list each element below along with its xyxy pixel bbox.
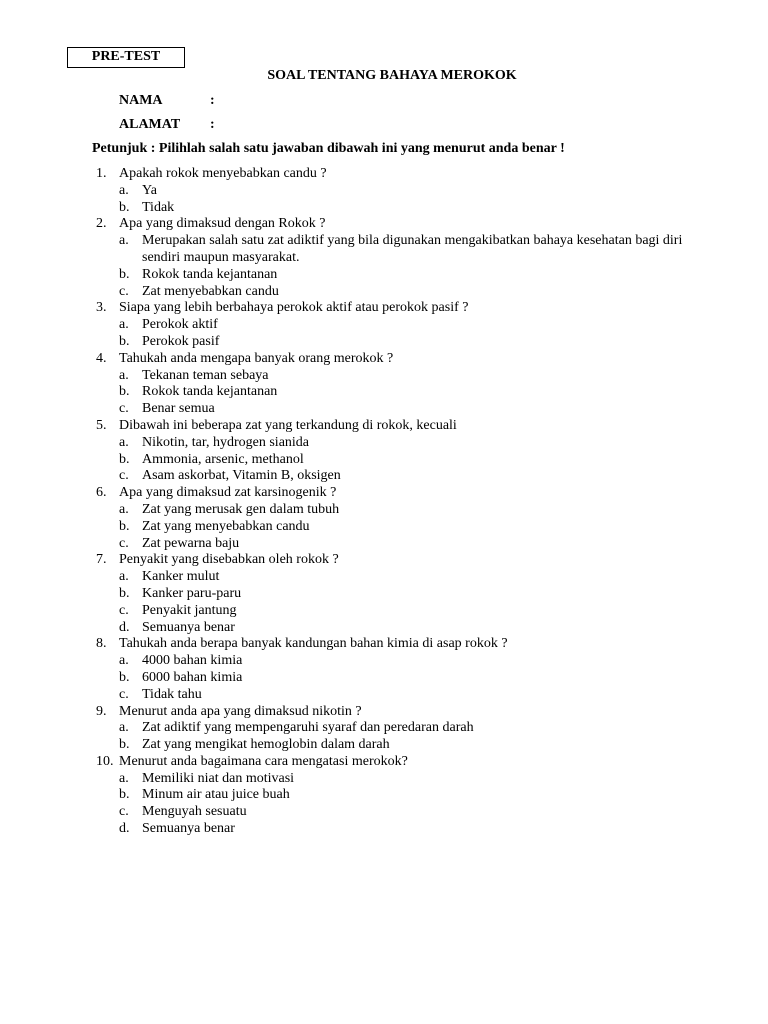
option-text: Zat yang menyebabkan candu xyxy=(142,518,310,534)
question-number: 1. xyxy=(96,166,107,181)
question-text: Tahukah anda berapa banyak kandungan bahan kimia di asap rokok ? xyxy=(119,636,508,652)
question-number: 4. xyxy=(96,350,107,366)
option-letter: d. xyxy=(119,821,130,837)
question-item xyxy=(96,704,706,721)
answer-option xyxy=(119,317,706,334)
option-letter: b. xyxy=(119,585,130,601)
option-text: Zat yang mengikat hemoglobin dalam darah xyxy=(142,737,390,753)
pre-test-badge: PRE-TEST xyxy=(67,47,185,68)
question-number: 7. xyxy=(96,552,107,568)
address-colon: : xyxy=(210,117,215,132)
question-number: 5. xyxy=(96,417,107,433)
option-letter: c. xyxy=(119,686,129,702)
option-text: Ya xyxy=(142,182,157,198)
question-text: Tahukah anda mengapa banyak orang merokok ? xyxy=(119,350,394,366)
option-text: Tidak xyxy=(142,199,175,215)
answer-option xyxy=(119,687,706,704)
question-text: Menurut anda bagaimana cara mengatasi merokok? xyxy=(119,753,408,769)
option-text: 6000 bahan kimia xyxy=(142,669,243,685)
option-letter: b. xyxy=(119,787,130,803)
question-text: Dibawah ini beberapa zat yang terkandung di rokok, kecuali xyxy=(119,417,457,433)
option-text: Menguyah sesuatu xyxy=(142,804,247,820)
option-text: Perokok aktif xyxy=(142,317,218,333)
option-letter: c. xyxy=(119,602,129,618)
question-number: 6. xyxy=(96,485,107,501)
option-letter: a. xyxy=(119,434,129,450)
question-item xyxy=(96,351,706,368)
question-item xyxy=(96,636,706,653)
answer-option xyxy=(119,821,706,838)
option-text: Penyakit jantung xyxy=(142,602,237,618)
name-colon: : xyxy=(210,93,215,108)
question-number: 9. xyxy=(96,703,107,719)
option-text: Kanker mulut xyxy=(142,569,220,585)
option-text: Minum air atau juice buah xyxy=(142,787,290,803)
answer-option xyxy=(119,233,706,267)
question-number: 10. xyxy=(96,753,114,769)
question-item xyxy=(96,166,706,183)
option-letter: a. xyxy=(119,182,129,198)
question-item xyxy=(96,485,706,502)
instruction: Petunjuk : Pilihlah salah satu jawaban dibawah ini yang menurut anda benar ! xyxy=(92,141,565,156)
option-letter: b. xyxy=(119,518,130,534)
option-letter: c. xyxy=(119,468,129,484)
option-text: Benar semua xyxy=(142,401,215,417)
option-text: Zat menyebabkan candu xyxy=(142,283,279,299)
address-field xyxy=(119,117,215,133)
question-item xyxy=(96,754,706,771)
answer-option xyxy=(119,787,706,804)
option-letter: a. xyxy=(119,317,129,333)
answer-option xyxy=(119,334,706,351)
option-text: Merupakan salah satu zat adiktif yang bila digunakan mengakibatkan bahaya kesehatan bagi diri sendiri maupun masyarakat. xyxy=(142,233,683,265)
option-letter: b. xyxy=(119,266,130,282)
name-field xyxy=(119,93,215,109)
answer-option xyxy=(119,536,706,553)
option-text: Perokok pasif xyxy=(142,333,220,349)
question-list xyxy=(96,166,706,838)
option-text: Zat yang merusak gen dalam tubuh xyxy=(142,501,340,517)
answer-option xyxy=(119,653,706,670)
answer-option xyxy=(119,284,706,301)
answer-option xyxy=(119,267,706,284)
option-letter: b. xyxy=(119,451,130,467)
option-letter: c. xyxy=(119,283,129,299)
option-text: Memiliki niat dan motivasi xyxy=(142,770,295,786)
question-number: 2. xyxy=(96,216,107,232)
option-letter: b. xyxy=(119,669,130,685)
answer-option xyxy=(119,804,706,821)
option-text: 4000 bahan kimia xyxy=(142,653,243,669)
answer-option xyxy=(119,452,706,469)
option-letter: a. xyxy=(119,720,129,736)
option-text: Ammonia, arsenic, methanol xyxy=(142,451,304,467)
answer-option xyxy=(119,771,706,788)
answer-option xyxy=(119,200,706,217)
answer-option xyxy=(119,384,706,401)
question-text: Penyakit yang disebabkan oleh rokok ? xyxy=(119,552,339,568)
option-letter: b. xyxy=(119,199,130,215)
question-text: Apakah rokok menyebabkan candu ? xyxy=(119,166,327,181)
answer-option xyxy=(119,586,706,603)
option-text: Semuanya benar xyxy=(142,619,235,635)
question-item xyxy=(96,300,706,317)
option-text: Rokok tanda kejantanan xyxy=(142,384,278,400)
option-letter: a. xyxy=(119,653,129,669)
option-text: Rokok tanda kejantanan xyxy=(142,266,278,282)
option-letter: d. xyxy=(119,619,130,635)
option-letter: b. xyxy=(119,737,130,753)
answer-option xyxy=(119,737,706,754)
option-letter: c. xyxy=(119,535,129,551)
answer-option xyxy=(119,183,706,200)
option-text: Tidak tahu xyxy=(142,686,202,702)
option-letter: a. xyxy=(119,501,129,517)
option-text: Tekanan teman sebaya xyxy=(142,367,269,383)
question-item xyxy=(96,418,706,435)
answer-option xyxy=(119,720,706,737)
answer-option xyxy=(119,569,706,586)
question-text: Menurut anda apa yang dimaksud nikotin ? xyxy=(119,703,362,719)
question-item xyxy=(96,216,706,233)
question-text: Apa yang dimaksud dengan Rokok ? xyxy=(119,216,326,232)
option-letter: b. xyxy=(119,333,130,349)
page-title: SOAL TENTANG BAHAYA MEROKOK xyxy=(267,68,517,83)
answer-option xyxy=(119,502,706,519)
option-text: Kanker paru-paru xyxy=(142,585,242,601)
question-text: Siapa yang lebih berbahaya perokok aktif atau perokok pasif ? xyxy=(119,300,469,316)
question-item xyxy=(96,552,706,569)
option-letter: a. xyxy=(119,367,129,383)
answer-option xyxy=(119,620,706,637)
option-letter: c. xyxy=(119,804,129,820)
question-text: Apa yang dimaksud zat karsinogenik ? xyxy=(119,485,337,501)
answer-option xyxy=(119,519,706,536)
answer-option xyxy=(119,401,706,418)
name-label: NAMA xyxy=(119,93,163,108)
option-letter: a. xyxy=(119,569,129,585)
option-text: Zat adiktif yang mempengaruhi syaraf dan peredaran darah xyxy=(142,720,474,736)
option-letter: c. xyxy=(119,401,129,417)
answer-option xyxy=(119,435,706,452)
option-text: Asam askorbat, Vitamin B, oksigen xyxy=(142,468,341,484)
answer-option xyxy=(119,670,706,687)
option-text: Nikotin, tar, hydrogen sianida xyxy=(142,434,310,450)
option-letter: b. xyxy=(119,384,130,400)
option-text: Zat pewarna baju xyxy=(142,535,240,551)
answer-option xyxy=(119,468,706,485)
question-number: 8. xyxy=(96,636,107,652)
option-text: Semuanya benar xyxy=(142,821,235,837)
question-number: 3. xyxy=(96,300,107,316)
answer-option xyxy=(119,603,706,620)
option-letter: a. xyxy=(119,770,129,786)
answer-option xyxy=(119,368,706,385)
address-label: ALAMAT xyxy=(119,117,181,132)
option-letter: a. xyxy=(119,233,129,249)
